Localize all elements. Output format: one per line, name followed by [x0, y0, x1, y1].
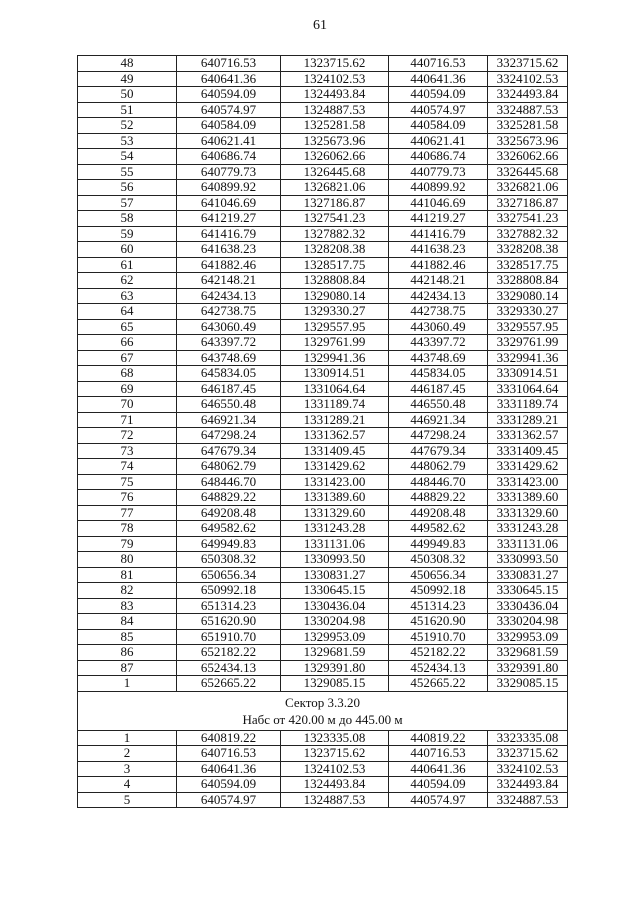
point-number-cell: 86 — [78, 645, 177, 661]
x-coordinate-cell: 640716.53 — [177, 746, 281, 762]
x-coordinate-cell: 641882.46 — [177, 257, 281, 273]
section-subtitle: Набс от 420.00 м до 445.00 м — [242, 711, 403, 727]
table-row — [78, 71, 568, 87]
table-row — [78, 226, 568, 242]
y-coordinate-cell: 1329330.27 — [281, 304, 389, 320]
point-number-cell: 84 — [78, 614, 177, 630]
x-local-cell: 450308.32 — [389, 552, 488, 568]
y-local-cell: 3324493.84 — [488, 777, 568, 793]
table-row — [78, 536, 568, 552]
x-local-cell: 440574.97 — [389, 102, 488, 118]
table-row — [78, 459, 568, 475]
x-local-cell: 447679.34 — [389, 443, 488, 459]
y-coordinate-cell: 1328808.84 — [281, 273, 389, 289]
y-local-cell: 3331362.57 — [488, 428, 568, 444]
point-number-cell: 50 — [78, 87, 177, 103]
table-body-part2 — [78, 730, 568, 808]
y-coordinate-cell: 1325673.96 — [281, 133, 389, 149]
x-coordinate-cell: 649582.62 — [177, 521, 281, 537]
y-coordinate-cell: 1323335.08 — [281, 730, 389, 746]
y-coordinate-cell: 1326821.06 — [281, 180, 389, 196]
point-number-cell: 79 — [78, 536, 177, 552]
table-row — [78, 164, 568, 180]
table-row — [78, 102, 568, 118]
x-local-cell: 450656.34 — [389, 567, 488, 583]
point-number-cell: 1 — [78, 730, 177, 746]
y-coordinate-cell: 1329391.80 — [281, 660, 389, 676]
x-coordinate-cell: 641219.27 — [177, 211, 281, 227]
x-local-cell: 451620.90 — [389, 614, 488, 630]
point-number-cell: 55 — [78, 164, 177, 180]
y-local-cell: 3324102.53 — [488, 761, 568, 777]
y-coordinate-cell: 1330993.50 — [281, 552, 389, 568]
x-local-cell: 449582.62 — [389, 521, 488, 537]
x-coordinate-cell: 651314.23 — [177, 598, 281, 614]
x-local-cell: 440686.74 — [389, 149, 488, 165]
y-local-cell: 3324102.53 — [488, 71, 568, 87]
x-coordinate-cell: 652665.22 — [177, 676, 281, 692]
section-header-row — [78, 691, 568, 730]
x-local-cell: 440899.92 — [389, 180, 488, 196]
y-coordinate-cell: 1331423.00 — [281, 474, 389, 490]
y-coordinate-cell: 1324102.53 — [281, 71, 389, 87]
table-row — [78, 118, 568, 134]
y-local-cell: 3324887.53 — [488, 792, 568, 808]
x-coordinate-cell: 640584.09 — [177, 118, 281, 134]
x-coordinate-cell: 646921.34 — [177, 412, 281, 428]
table-row — [78, 366, 568, 382]
x-coordinate-cell: 640621.41 — [177, 133, 281, 149]
x-coordinate-cell: 640594.09 — [177, 777, 281, 793]
point-number-cell: 83 — [78, 598, 177, 614]
x-local-cell: 451910.70 — [389, 629, 488, 645]
x-local-cell: 440819.22 — [389, 730, 488, 746]
table-row — [78, 412, 568, 428]
y-local-cell: 3329330.27 — [488, 304, 568, 320]
point-number-cell: 2 — [78, 746, 177, 762]
x-local-cell: 441046.69 — [389, 195, 488, 211]
x-coordinate-cell: 652182.22 — [177, 645, 281, 661]
table-row — [78, 149, 568, 165]
y-coordinate-cell: 1324887.53 — [281, 102, 389, 118]
point-number-cell: 68 — [78, 366, 177, 382]
point-number-cell: 66 — [78, 335, 177, 351]
y-coordinate-cell: 1327541.23 — [281, 211, 389, 227]
x-local-cell: 442148.21 — [389, 273, 488, 289]
point-number-cell: 54 — [78, 149, 177, 165]
y-local-cell: 3325281.58 — [488, 118, 568, 134]
point-number-cell: 64 — [78, 304, 177, 320]
x-coordinate-cell: 642434.13 — [177, 288, 281, 304]
y-local-cell: 3330436.04 — [488, 598, 568, 614]
x-coordinate-cell: 649949.83 — [177, 536, 281, 552]
x-local-cell: 441638.23 — [389, 242, 488, 258]
y-coordinate-cell: 1330831.27 — [281, 567, 389, 583]
y-local-cell: 3327541.23 — [488, 211, 568, 227]
x-coordinate-cell: 641638.23 — [177, 242, 281, 258]
y-local-cell: 3328808.84 — [488, 273, 568, 289]
table-row — [78, 490, 568, 506]
point-number-cell: 63 — [78, 288, 177, 304]
x-coordinate-cell: 640779.73 — [177, 164, 281, 180]
point-number-cell: 59 — [78, 226, 177, 242]
y-local-cell: 3330914.51 — [488, 366, 568, 382]
y-local-cell: 3329085.15 — [488, 676, 568, 692]
x-local-cell: 447298.24 — [389, 428, 488, 444]
table-row — [78, 397, 568, 413]
x-local-cell: 440716.53 — [389, 56, 488, 72]
section-title: Сектор 3.3.20 — [284, 694, 360, 710]
x-coordinate-cell: 650308.32 — [177, 552, 281, 568]
x-local-cell: 446921.34 — [389, 412, 488, 428]
point-number-cell: 80 — [78, 552, 177, 568]
table-row — [78, 505, 568, 521]
y-coordinate-cell: 1330204.98 — [281, 614, 389, 630]
y-coordinate-cell: 1327882.32 — [281, 226, 389, 242]
y-local-cell: 3331429.62 — [488, 459, 568, 475]
y-coordinate-cell: 1327186.87 — [281, 195, 389, 211]
x-coordinate-cell: 641416.79 — [177, 226, 281, 242]
x-local-cell: 448446.70 — [389, 474, 488, 490]
x-local-cell: 446550.48 — [389, 397, 488, 413]
y-coordinate-cell: 1331131.06 — [281, 536, 389, 552]
point-number-cell: 74 — [78, 459, 177, 475]
point-number-cell: 65 — [78, 319, 177, 335]
x-local-cell: 440584.09 — [389, 118, 488, 134]
x-coordinate-cell: 647679.34 — [177, 443, 281, 459]
y-coordinate-cell: 1325281.58 — [281, 118, 389, 134]
y-coordinate-cell: 1329941.36 — [281, 350, 389, 366]
y-coordinate-cell: 1331389.60 — [281, 490, 389, 506]
y-local-cell: 3331064.64 — [488, 381, 568, 397]
table-row — [78, 211, 568, 227]
table-row — [78, 273, 568, 289]
x-local-cell: 441882.46 — [389, 257, 488, 273]
point-number-cell: 71 — [78, 412, 177, 428]
x-local-cell: 452434.13 — [389, 660, 488, 676]
table-row — [78, 746, 568, 762]
x-local-cell: 443397.72 — [389, 335, 488, 351]
point-number-cell: 81 — [78, 567, 177, 583]
x-coordinate-cell: 643060.49 — [177, 319, 281, 335]
table-row — [78, 133, 568, 149]
x-local-cell: 443748.69 — [389, 350, 488, 366]
x-local-cell: 449208.48 — [389, 505, 488, 521]
table-row — [78, 676, 568, 692]
point-number-cell: 69 — [78, 381, 177, 397]
point-number-cell: 73 — [78, 443, 177, 459]
y-coordinate-cell: 1330645.15 — [281, 583, 389, 599]
y-local-cell: 3326445.68 — [488, 164, 568, 180]
coordinates-table — [77, 55, 568, 808]
y-coordinate-cell: 1329953.09 — [281, 629, 389, 645]
table-row — [78, 474, 568, 490]
y-local-cell: 3328517.75 — [488, 257, 568, 273]
y-local-cell: 3331243.28 — [488, 521, 568, 537]
x-coordinate-cell: 640686.74 — [177, 149, 281, 165]
y-local-cell: 3330645.15 — [488, 583, 568, 599]
x-local-cell: 450992.18 — [389, 583, 488, 599]
y-coordinate-cell: 1331429.62 — [281, 459, 389, 475]
table-row — [78, 304, 568, 320]
y-coordinate-cell: 1331189.74 — [281, 397, 389, 413]
table-row — [78, 242, 568, 258]
x-coordinate-cell: 652434.13 — [177, 660, 281, 676]
y-coordinate-cell: 1331409.45 — [281, 443, 389, 459]
table-row — [78, 583, 568, 599]
x-coordinate-cell: 640819.22 — [177, 730, 281, 746]
point-number-cell: 52 — [78, 118, 177, 134]
table-row — [78, 319, 568, 335]
x-local-cell: 442434.13 — [389, 288, 488, 304]
y-coordinate-cell: 1324493.84 — [281, 777, 389, 793]
x-local-cell: 446187.45 — [389, 381, 488, 397]
y-local-cell: 3328208.38 — [488, 242, 568, 258]
y-local-cell: 3331423.00 — [488, 474, 568, 490]
point-number-cell: 87 — [78, 660, 177, 676]
y-coordinate-cell: 1329085.15 — [281, 676, 389, 692]
x-coordinate-cell: 648062.79 — [177, 459, 281, 475]
point-number-cell: 56 — [78, 180, 177, 196]
x-coordinate-cell: 640899.92 — [177, 180, 281, 196]
x-local-cell: 440716.53 — [389, 746, 488, 762]
point-number-cell: 78 — [78, 521, 177, 537]
y-coordinate-cell: 1329080.14 — [281, 288, 389, 304]
page-number: 61 — [313, 18, 327, 33]
y-coordinate-cell: 1331289.21 — [281, 412, 389, 428]
x-local-cell: 452182.22 — [389, 645, 488, 661]
table-body-part1 — [78, 56, 568, 692]
y-coordinate-cell: 1326062.66 — [281, 149, 389, 165]
table-row — [78, 381, 568, 397]
x-local-cell: 448062.79 — [389, 459, 488, 475]
x-local-cell: 445834.05 — [389, 366, 488, 382]
y-local-cell: 3324493.84 — [488, 87, 568, 103]
coordinates-table-container — [77, 55, 567, 808]
x-coordinate-cell: 646550.48 — [177, 397, 281, 413]
y-coordinate-cell: 1326445.68 — [281, 164, 389, 180]
x-coordinate-cell: 645834.05 — [177, 366, 281, 382]
x-coordinate-cell: 651620.90 — [177, 614, 281, 630]
point-number-cell: 51 — [78, 102, 177, 118]
x-local-cell: 440594.09 — [389, 777, 488, 793]
x-local-cell: 442738.75 — [389, 304, 488, 320]
x-coordinate-cell: 640641.36 — [177, 761, 281, 777]
y-local-cell: 3323335.08 — [488, 730, 568, 746]
point-number-cell: 58 — [78, 211, 177, 227]
y-coordinate-cell: 1329557.95 — [281, 319, 389, 335]
point-number-cell: 67 — [78, 350, 177, 366]
y-coordinate-cell: 1323715.62 — [281, 56, 389, 72]
point-number-cell: 5 — [78, 792, 177, 808]
y-coordinate-cell: 1330436.04 — [281, 598, 389, 614]
x-coordinate-cell: 640716.53 — [177, 56, 281, 72]
point-number-cell: 1 — [78, 676, 177, 692]
y-local-cell: 3331329.60 — [488, 505, 568, 521]
y-local-cell: 3327186.87 — [488, 195, 568, 211]
table-row — [78, 335, 568, 351]
point-number-cell: 76 — [78, 490, 177, 506]
point-number-cell: 62 — [78, 273, 177, 289]
table-row — [78, 598, 568, 614]
x-coordinate-cell: 640641.36 — [177, 71, 281, 87]
y-local-cell: 3329953.09 — [488, 629, 568, 645]
table-row — [78, 195, 568, 211]
y-coordinate-cell: 1324493.84 — [281, 87, 389, 103]
x-coordinate-cell: 647298.24 — [177, 428, 281, 444]
y-local-cell: 3331189.74 — [488, 397, 568, 413]
y-coordinate-cell: 1330914.51 — [281, 366, 389, 382]
table-row — [78, 614, 568, 630]
x-coordinate-cell: 642738.75 — [177, 304, 281, 320]
x-coordinate-cell: 651910.70 — [177, 629, 281, 645]
y-local-cell: 3323715.62 — [488, 56, 568, 72]
x-coordinate-cell: 640594.09 — [177, 87, 281, 103]
point-number-cell: 85 — [78, 629, 177, 645]
point-number-cell: 75 — [78, 474, 177, 490]
x-coordinate-cell: 643397.72 — [177, 335, 281, 351]
y-coordinate-cell: 1329681.59 — [281, 645, 389, 661]
y-local-cell: 3329681.59 — [488, 645, 568, 661]
y-coordinate-cell: 1324887.53 — [281, 792, 389, 808]
x-local-cell: 441219.27 — [389, 211, 488, 227]
y-local-cell: 3330831.27 — [488, 567, 568, 583]
table-row — [78, 730, 568, 746]
x-local-cell: 441416.79 — [389, 226, 488, 242]
y-local-cell: 3331289.21 — [488, 412, 568, 428]
y-local-cell: 3331389.60 — [488, 490, 568, 506]
table-row — [78, 567, 568, 583]
x-local-cell: 440594.09 — [389, 87, 488, 103]
point-number-cell: 61 — [78, 257, 177, 273]
x-coordinate-cell: 650656.34 — [177, 567, 281, 583]
table-row — [78, 443, 568, 459]
y-local-cell: 3331409.45 — [488, 443, 568, 459]
y-local-cell: 3327882.32 — [488, 226, 568, 242]
point-number-cell: 77 — [78, 505, 177, 521]
x-coordinate-cell: 650992.18 — [177, 583, 281, 599]
point-number-cell: 49 — [78, 71, 177, 87]
x-local-cell: 449949.83 — [389, 536, 488, 552]
table-row — [78, 761, 568, 777]
y-coordinate-cell: 1331329.60 — [281, 505, 389, 521]
y-local-cell: 3330204.98 — [488, 614, 568, 630]
x-coordinate-cell: 643748.69 — [177, 350, 281, 366]
table-row — [78, 257, 568, 273]
x-coordinate-cell: 648829.22 — [177, 490, 281, 506]
y-coordinate-cell: 1323715.62 — [281, 746, 389, 762]
point-number-cell: 57 — [78, 195, 177, 211]
table-row — [78, 660, 568, 676]
table-row — [78, 629, 568, 645]
x-coordinate-cell: 640574.97 — [177, 792, 281, 808]
x-coordinate-cell: 640574.97 — [177, 102, 281, 118]
y-local-cell: 3323715.62 — [488, 746, 568, 762]
y-local-cell: 3325673.96 — [488, 133, 568, 149]
x-coordinate-cell: 648446.70 — [177, 474, 281, 490]
y-local-cell: 3329080.14 — [488, 288, 568, 304]
y-coordinate-cell: 1331064.64 — [281, 381, 389, 397]
section-header-cell — [78, 691, 568, 730]
table-row — [78, 521, 568, 537]
x-local-cell: 440779.73 — [389, 164, 488, 180]
y-local-cell: 3326821.06 — [488, 180, 568, 196]
y-coordinate-cell: 1324102.53 — [281, 761, 389, 777]
point-number-cell: 4 — [78, 777, 177, 793]
y-local-cell: 3331131.06 — [488, 536, 568, 552]
table-row — [78, 552, 568, 568]
x-coordinate-cell: 642148.21 — [177, 273, 281, 289]
x-local-cell: 440641.36 — [389, 71, 488, 87]
x-coordinate-cell: 649208.48 — [177, 505, 281, 521]
table-row — [78, 180, 568, 196]
y-local-cell: 3326062.66 — [488, 149, 568, 165]
y-coordinate-cell: 1331362.57 — [281, 428, 389, 444]
point-number-cell: 82 — [78, 583, 177, 599]
y-coordinate-cell: 1328208.38 — [281, 242, 389, 258]
table-row — [78, 428, 568, 444]
table-row — [78, 56, 568, 72]
point-number-cell: 60 — [78, 242, 177, 258]
y-local-cell: 3329941.36 — [488, 350, 568, 366]
x-local-cell: 448829.22 — [389, 490, 488, 506]
point-number-cell: 70 — [78, 397, 177, 413]
x-local-cell: 440641.36 — [389, 761, 488, 777]
table-row — [78, 777, 568, 793]
x-coordinate-cell: 646187.45 — [177, 381, 281, 397]
y-local-cell: 3324887.53 — [488, 102, 568, 118]
x-coordinate-cell: 641046.69 — [177, 195, 281, 211]
x-local-cell: 452665.22 — [389, 676, 488, 692]
section-header-body — [78, 691, 568, 730]
y-local-cell: 3329391.80 — [488, 660, 568, 676]
x-local-cell: 451314.23 — [389, 598, 488, 614]
table-row — [78, 87, 568, 103]
point-number-cell: 3 — [78, 761, 177, 777]
y-local-cell: 3329557.95 — [488, 319, 568, 335]
x-local-cell: 440574.97 — [389, 792, 488, 808]
point-number-cell: 72 — [78, 428, 177, 444]
y-coordinate-cell: 1328517.75 — [281, 257, 389, 273]
x-local-cell: 440621.41 — [389, 133, 488, 149]
table-row — [78, 792, 568, 808]
point-number-cell: 48 — [78, 56, 177, 72]
y-coordinate-cell: 1331243.28 — [281, 521, 389, 537]
table-row — [78, 288, 568, 304]
table-row — [78, 645, 568, 661]
y-local-cell: 3330993.50 — [488, 552, 568, 568]
y-local-cell: 3329761.99 — [488, 335, 568, 351]
point-number-cell: 53 — [78, 133, 177, 149]
x-local-cell: 443060.49 — [389, 319, 488, 335]
table-row — [78, 350, 568, 366]
y-coordinate-cell: 1329761.99 — [281, 335, 389, 351]
